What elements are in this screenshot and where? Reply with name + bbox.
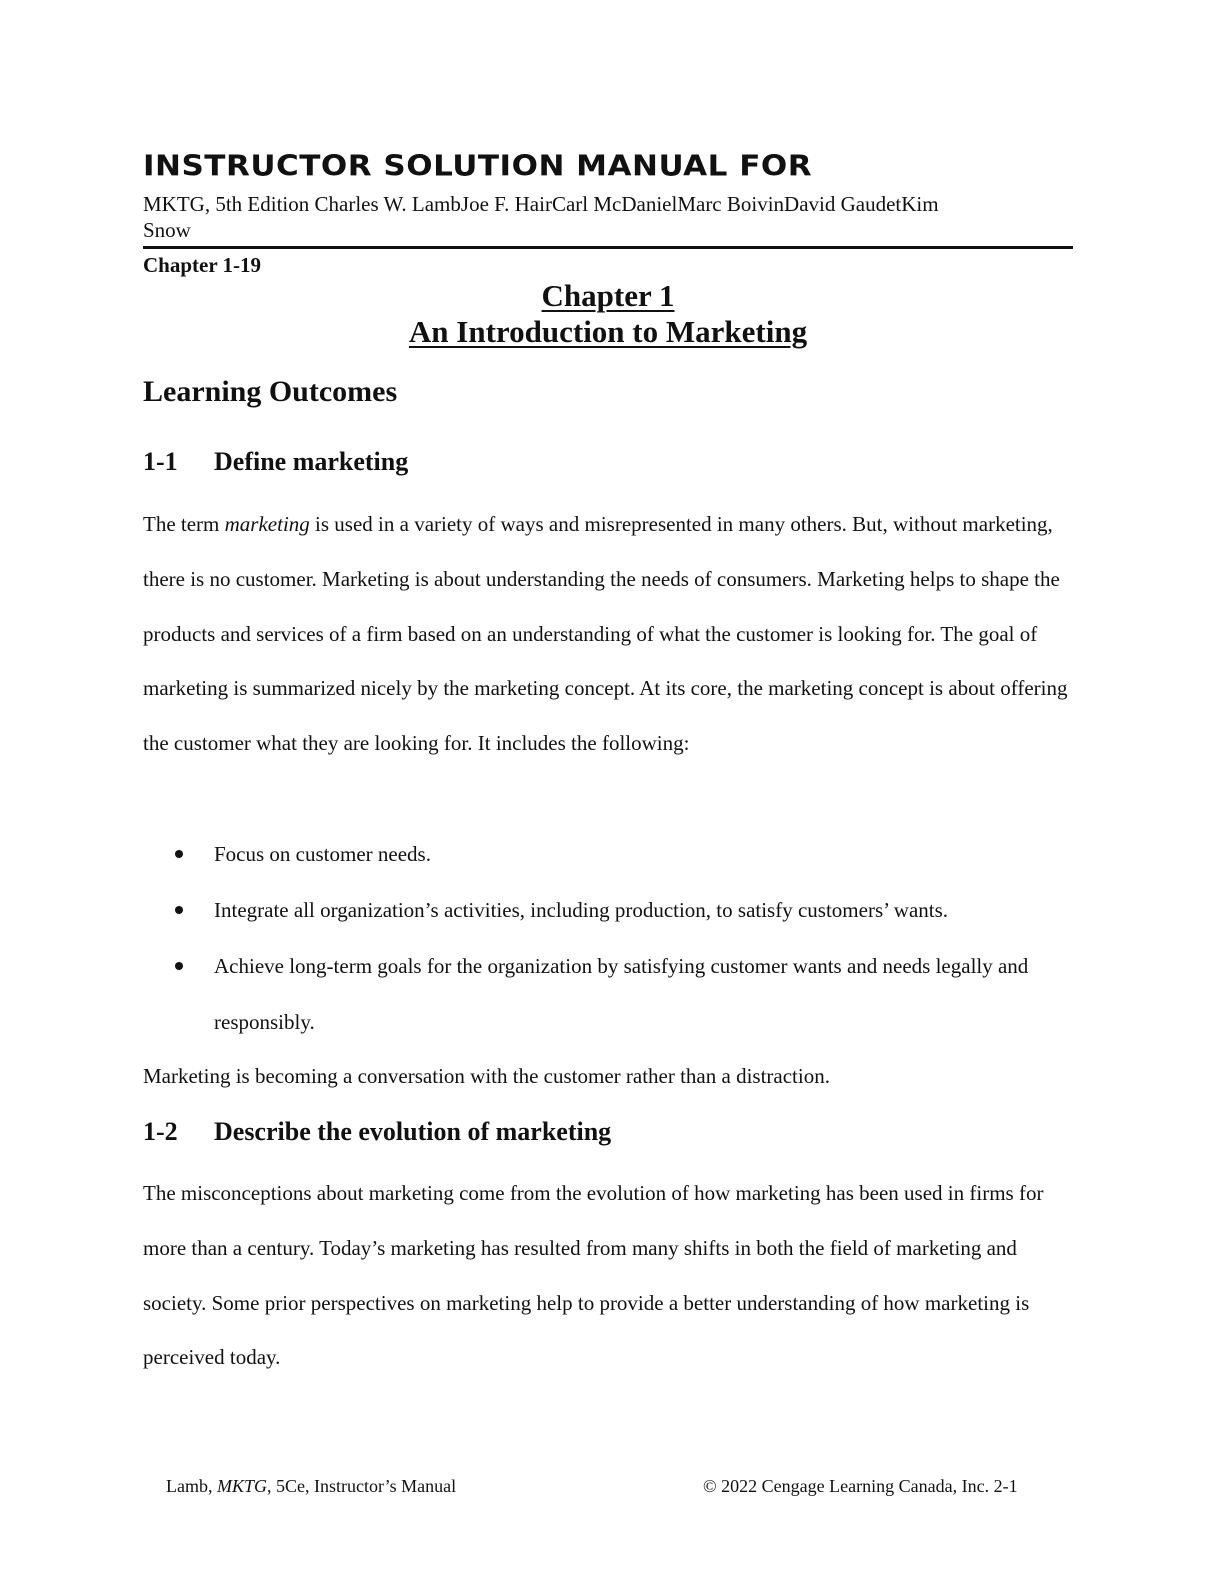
section-1-1-closing	[143, 1049, 1078, 1104]
chapter-number: Chapter 1	[541, 278, 675, 313]
paragraph-text-rest: is used in a variety of ways and misrepresented in many others. But, without marketing, there is no customer. Marketing is about understanding the needs of consumers. Marketing helps to shape the products and services of a firm based on an understanding of what the customer is looking for. The goal of marketing is summarized nicely by the marketing concept. At its core, the marketing concept is about offering the customer what they are looking for. It includes the following:	[143, 512, 1068, 756]
section-heading-1-2	[143, 1116, 611, 1148]
list-item	[143, 826, 1073, 882]
section-title: Define marketing	[214, 447, 409, 476]
bullet-list	[143, 826, 1073, 1050]
footer-left	[166, 1474, 456, 1498]
footer-book-title: MKTG	[217, 1476, 268, 1496]
paragraph-text-start: The term	[143, 512, 225, 536]
section-1-1-paragraph	[143, 497, 1078, 771]
list-item	[143, 938, 1073, 1050]
footer-copyright: © 2022 Cengage Learning Canada, Inc. 2-1	[703, 1476, 1018, 1496]
bullet-dot-icon	[175, 850, 183, 858]
paragraph-text: The misconceptions about marketing come from the evolution of how marketing has been used in firms for more than a century. Today’s marketing has resulted from many shifts in both the field of marketing and society. Some prior perspectives on marketing help to provide a better understanding of how marketing is perceived today.	[143, 1181, 1044, 1370]
closing-sentence: Marketing is becoming a conversation with the customer rather than a distraction.	[143, 1064, 830, 1088]
chapter-heading	[143, 278, 1073, 350]
section-1-2-paragraph	[143, 1166, 1058, 1385]
bullet-dot-icon	[175, 962, 183, 970]
book-info: MKTG, 5th Edition Charles W. LambJoe F. HairCarl McDanielMarc BoivinDavid GaudetKim Snow	[143, 192, 939, 242]
header-rule	[143, 246, 1073, 249]
footer-author: Lamb,	[166, 1476, 217, 1496]
section-heading-1-1	[143, 446, 408, 478]
section-number: 1-1	[143, 447, 178, 476]
learning-outcomes-heading: Learning Outcomes	[143, 375, 398, 408]
list-item	[143, 882, 1073, 938]
list-item-text: Integrate all organization’s activities, including production, to satisfy customers’ wants.	[214, 898, 949, 922]
footer-manual-label: , 5Ce, Instructor’s Manual	[267, 1476, 457, 1496]
list-item-text: Focus on customer needs.	[214, 842, 431, 866]
list-item-text: Achieve long-term goals for the organization by satisfying customer wants and needs legally and responsibly.	[214, 954, 1029, 1034]
section-title: Describe the evolution of marketing	[214, 1117, 612, 1146]
chapter-range: Chapter 1-19	[143, 253, 262, 277]
emphasized-term: marketing	[224, 512, 310, 536]
bullet-dot-icon	[175, 906, 183, 914]
manual-title: INSTRUCTOR SOLUTION MANUAL FOR	[143, 149, 813, 183]
chapter-title: An Introduction to Marketing	[408, 314, 808, 349]
section-number: 1-2	[143, 1117, 178, 1146]
